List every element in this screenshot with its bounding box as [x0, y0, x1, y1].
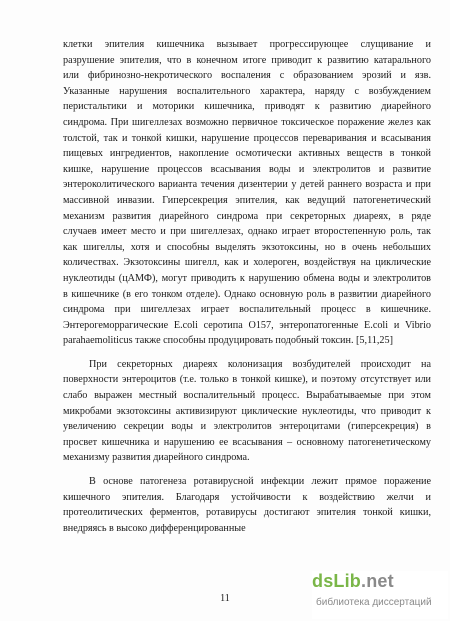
text-line: как шигеллы, хотя и способны выделять экзотоксины, но в очень небольших [63, 241, 431, 253]
text-line: Указанные нарушения воспалительного характера, наряду с возбуждением [63, 85, 431, 97]
watermark-logo [312, 571, 394, 592]
text-line: В основе патогенеза ротавирусной инфекции лежит прямое поражение [89, 476, 431, 488]
text-line: синдрома при шигеллезах играет воспалительный процесс в кишечнике. [63, 304, 431, 316]
page-number: 11 [220, 593, 230, 604]
text-line: слабо выражен местный воспалительный процесс. Вырабатываемые при этом [63, 390, 431, 402]
text-line: механизму развития диарейного синдрома. [63, 452, 250, 464]
text-line: случаев имеет место и при шигеллезах, однако играет второстепенную роль, так [63, 226, 431, 238]
text-line: увеличению секреции воды и электролитов энтероцитами (гиперсекреция) в [63, 421, 431, 433]
dslib-watermark [312, 571, 448, 619]
text-line: количествах. Экзотоксины шигелл, как и холероген, воздействуя на циклические [63, 257, 431, 269]
paragraph [63, 357, 431, 466]
text-line: Энтерогеморрагические E.coli серотипа O157, энтеропатогенные E.coli и Vibrio [63, 319, 431, 331]
text-line: микробами экзотоксины активизируют циклические нуклеотиды, что приводит к [63, 405, 431, 417]
text-line: При секреторных диареях колонизация возбудителей происходит на [89, 358, 431, 370]
text-line: синдрома. При шигеллезах возможно первичное токсическое поражение желез как [63, 116, 431, 128]
text-line: пищевых ингредиентов, накопление осмотически активных веществ в тонкой [63, 148, 431, 160]
text-line: энтероколитического варианта течения дизентерии у детей раннего возраста и при [63, 179, 431, 191]
text-line: в кишечнике (в его тонком отделе). Однако основную роль в развитии диарейного [63, 288, 431, 300]
text-line: нуклеотиды (цАМФ), могут приводить к нарушению обмена воды и электролитов [63, 272, 431, 284]
text-line: просвет кишечника и нарушению ее всасывания – основному патогенетическому [63, 436, 431, 448]
text-line: механизм развития диарейного синдрома при секреторных диареях, в ряде [63, 210, 431, 222]
text-line: или фибринозно-некротического воспаления с образованием эрозий и язв. [63, 70, 431, 82]
text-line: разрушение эпителия, что в конечном итоге приводит к развитию катарального [63, 54, 431, 66]
text-line: кишке, нарушение процессов всасывания воды и электролитов и развитие [63, 163, 431, 175]
text-line: толстой, так и тонкой кишки, нарушение процессов переваривания и всасывания [63, 132, 431, 144]
watermark-logo-main: dsLib [312, 571, 361, 591]
text-line: протеолитических ферментов, ротавирусы достигают эпителия тонкой кишки, [63, 507, 431, 519]
paragraph [63, 37, 431, 349]
text-line: клетки эпителия кишечника вызывает прогрессирующее слущивание и [63, 39, 431, 50]
watermark-logo-suffix: .net [361, 571, 394, 591]
watermark-tagline: библиотека диссертаций [316, 597, 432, 608]
text-line: массивной инвазии. Гиперсекреция эпителия, как ведущий патогенетический [63, 194, 431, 206]
text-line: parahaemoliticus также способны продуцировать подобный токсин. [5,11,25] [63, 335, 394, 347]
body-text [63, 37, 431, 544]
text-line: внедряясь в высоко дифференцированные [63, 522, 246, 534]
text-line: перистальтики и моторики кишечника, приводят к развитию диарейного [63, 101, 431, 113]
text-line: кишечного эпителия. Благодаря устойчивости к воздействию желчи и [63, 491, 431, 503]
paragraph [63, 474, 431, 536]
text-line: поверхности энтероцитов (т.е. только в тонкой кишке), и поэтому отсутствует или [63, 374, 431, 386]
